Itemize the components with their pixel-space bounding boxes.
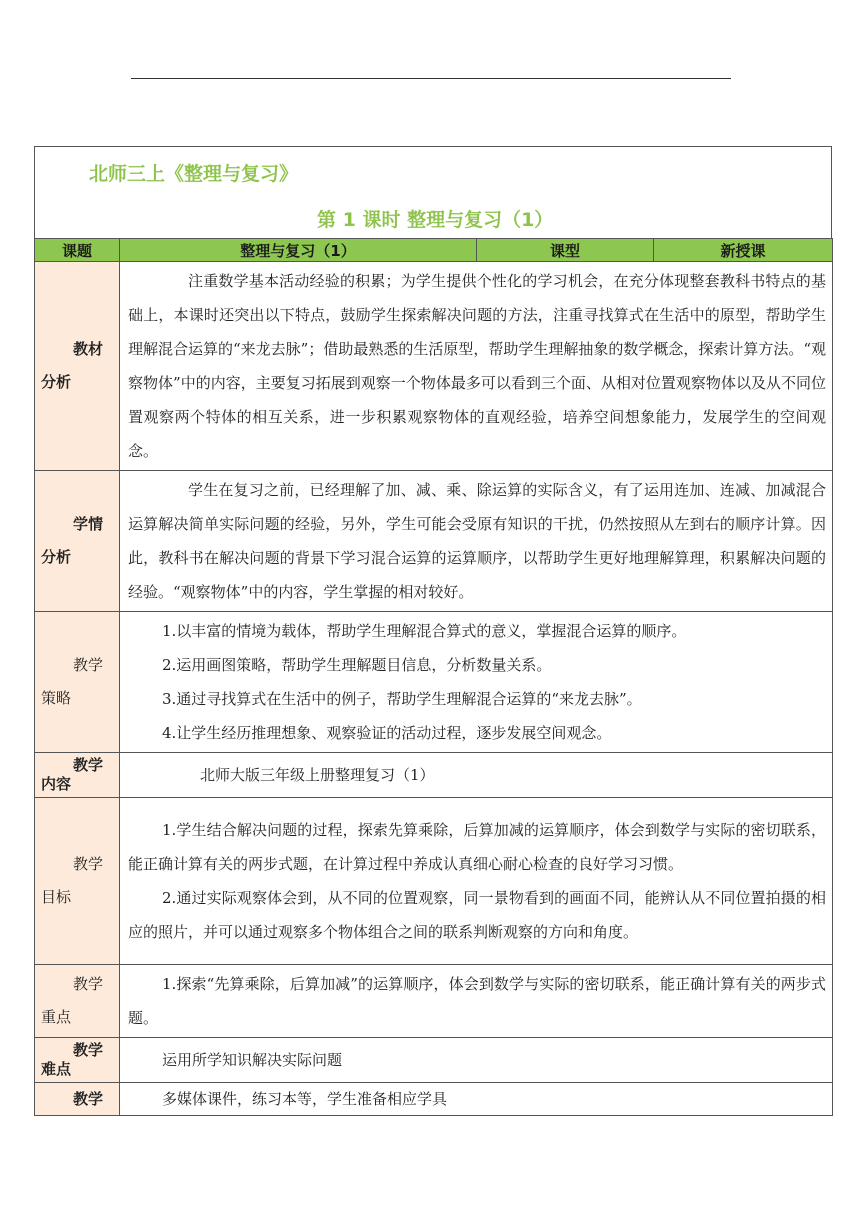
student-analysis-content (120, 471, 833, 612)
lesson-subtitle: 第 1 课时 整理与复习（1） (317, 209, 554, 231)
label-line-2: 重点 (41, 1008, 72, 1026)
label-teaching-goals (35, 798, 120, 965)
row-teaching-aids (35, 1083, 833, 1116)
label-line-1: 教学 (72, 1041, 103, 1059)
teaching-aids-content (120, 1083, 833, 1116)
row-textbook-analysis (35, 262, 833, 471)
label-line-1: 学情 (72, 515, 103, 533)
goal-item: 2.通过实际观察体会到，从不同的位置观察，同一景物看到的画面不同，能辨认从不同位置拍摄的相应的照片，并可以通过观察多个物体组合之间的联系判断观察的方向和角度。 (128, 889, 826, 941)
lesson-plan-document (34, 146, 832, 1116)
row-teaching-content (35, 753, 833, 798)
header-type-value: 新授课 (654, 239, 833, 262)
table-header-row (35, 239, 833, 262)
strategy-item: 3.通过寻找算式在生活中的例子，帮助学生理解混合运算的“来龙去脉”。 (162, 690, 642, 708)
main-title: 北师三上《整理与复习》 (89, 163, 299, 185)
label-teaching-aids (35, 1083, 120, 1116)
teaching-content-content (120, 753, 833, 798)
label-textbook-analysis (35, 262, 120, 471)
lesson-plan-table (34, 238, 833, 1116)
label-line-1: 教学 (72, 656, 103, 674)
label-line-1: 教学 (72, 975, 103, 993)
label-line-1: 教材 (72, 340, 103, 358)
teaching-aids-text: 多媒体课件，练习本等，学生准备相应学具 (162, 1090, 448, 1108)
label-student-analysis (35, 471, 120, 612)
label-line-1: 教学 (72, 1090, 103, 1108)
strategy-item: 2.运用画图策略，帮助学生理解题目信息，分析数量关系。 (162, 656, 552, 674)
label-key-points (35, 965, 120, 1038)
label-line-2: 目标 (41, 888, 72, 906)
header-rule (131, 78, 731, 79)
key-points-content (120, 965, 833, 1038)
label-line-1: 教学 (72, 855, 103, 873)
strategy-item: 4.让学生经历推理想象、观察验证的活动过程，逐步发展空间观念。 (162, 724, 612, 742)
difficulties-text: 运用所学知识解决实际问题 (162, 1051, 343, 1069)
label-line-2: 内容 (41, 775, 72, 793)
goal-item: 1.学生结合解决问题的过程，探索先算乘除，后算加减的运算顺序，体会到数学与实际的密切联系，能正确计算有关的两步式题，在计算过程中养成认真细心耐心检查的良好学习习惯。 (128, 821, 826, 873)
header-type-label: 课型 (477, 239, 654, 262)
label-line-2: 分析 (41, 373, 72, 391)
header-topic-label: 课题 (35, 239, 120, 262)
row-teaching-strategy (35, 612, 833, 753)
label-line-2: 策略 (41, 689, 72, 707)
row-teaching-goals (35, 798, 833, 965)
label-line-2: 分析 (41, 548, 72, 566)
textbook-analysis-content (120, 262, 833, 471)
row-key-points (35, 965, 833, 1038)
difficulties-content (120, 1038, 833, 1083)
label-line-1: 教学 (72, 756, 103, 774)
row-difficulties (35, 1038, 833, 1083)
header-topic-value: 整理与复习（1） (120, 239, 477, 262)
teaching-goals-content (120, 798, 833, 965)
student-analysis-text: 学生在复习之前，已经理解了加、减、乘、除运算的实际含义，有了运用连加、连减、加减混合运算解决简单实际问题的经验，另外，学生可能会受原有知识的干扰，仍然按照从左到右的顺序计算。因此，教科书在解决问题的背景下学习混合运算的运算顺序，以帮助学生更好地理解算理，积累解决问题的经验。“观察物体”中的内容，学生掌握的相对较好。 (128, 481, 826, 601)
key-points-text: 1.探索“先算乘除，后算加减”的运算顺序，体会到数学与实际的密切联系，能正确计算有关的两步式题。 (128, 975, 826, 1027)
row-student-analysis (35, 471, 833, 612)
label-difficulties (35, 1038, 120, 1083)
title-area (34, 146, 832, 238)
textbook-analysis-text: 注重数学基本活动经验的积累；为学生提供个性化的学习机会，在充分体现整套教科书特点的基础上，本课时还突出以下特点，鼓励学生探索解决问题的方法，注重寻找算式在生活中的原型，帮助学生理解混合运算的“来龙去脉”；借助最熟悉的生活原型，帮助学生理解抽象的数学概念，探索计算方法。“观察物体”中的内容，主要复习拓展到观察一个物体最多可以看到三个面、从相对位置观察物体以及从不同位置观察两个特体的相互关系，进一步积累观察物体的直观经验，培养空间想象能力，发展学生的空间观念。 (128, 272, 827, 460)
label-teaching-strategy (35, 612, 120, 753)
label-line-2: 难点 (41, 1060, 72, 1078)
teaching-content-text: 北师大版三年级上册整理复习（1） (200, 766, 435, 784)
teaching-strategy-content (120, 612, 833, 753)
label-teaching-content (35, 753, 120, 798)
strategy-item: 1.以丰富的情境为载体，帮助学生理解混合算式的意义，掌握混合运算的顺序。 (162, 622, 687, 640)
